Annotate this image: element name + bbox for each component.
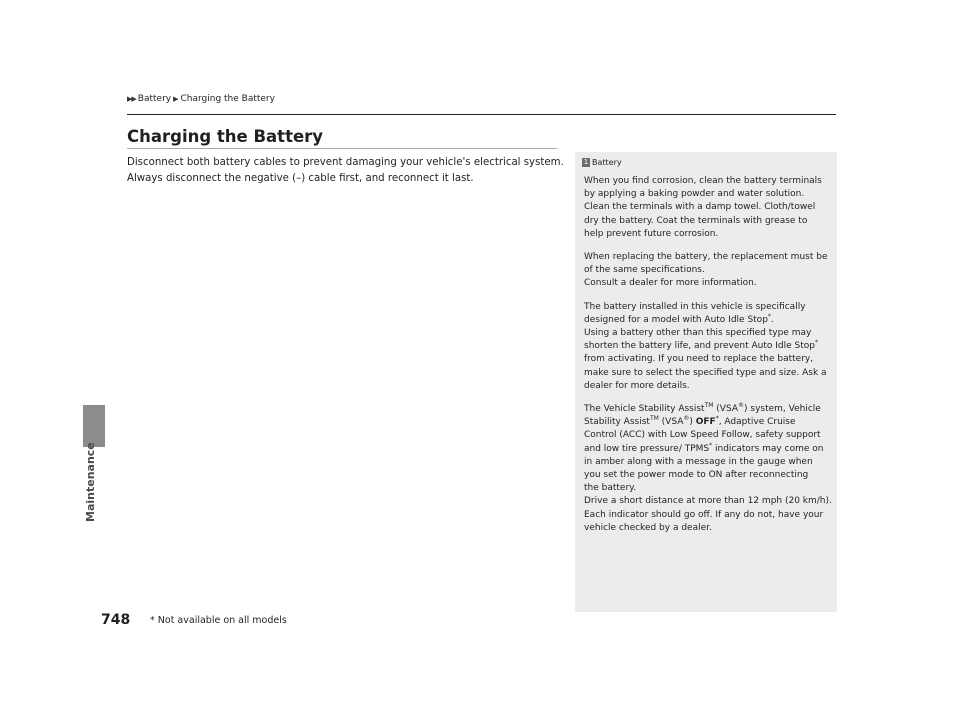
note-text: ) bbox=[689, 417, 696, 428]
asterisk-marker: * bbox=[815, 339, 818, 347]
body-text bbox=[127, 155, 567, 187]
note-line: make sure to select the specified type and size. Ask a bbox=[584, 367, 827, 378]
note-line bbox=[584, 340, 834, 353]
note-heading-label: Battery bbox=[592, 158, 622, 167]
note-text: shorten the battery life, and prevent Auto Idle Stop bbox=[584, 341, 815, 352]
registered-mark: ® bbox=[683, 415, 690, 423]
off-label: OFF bbox=[695, 417, 716, 428]
note-line: Each indicator should go off. If any do not, have your bbox=[584, 509, 824, 520]
footnote: * Not available on all models bbox=[150, 615, 287, 626]
note-body bbox=[584, 175, 834, 535]
note-line: Clean the terminals with a damp towel. Cloth/towel bbox=[584, 202, 816, 213]
page-number: 748 bbox=[101, 612, 131, 628]
note-text: The Vehicle Stability Assist bbox=[584, 404, 705, 415]
note-heading bbox=[582, 158, 622, 167]
note-text: . bbox=[770, 314, 774, 325]
body-line: Always disconnect the negative (–) cable first, and reconnect it last. bbox=[127, 173, 474, 184]
note-line: in amber along with a message in the gauge when bbox=[584, 456, 813, 467]
section-label: Maintenance bbox=[84, 442, 97, 522]
note-line bbox=[584, 314, 834, 327]
note-line: Drive a short distance at more than 12 mph (20 km/h). bbox=[584, 496, 832, 507]
registered-mark: ® bbox=[738, 402, 745, 410]
note-line: dry the battery. Coat the terminals with grease to bbox=[584, 215, 808, 226]
note-line: The battery installed in this vehicle is specifically bbox=[584, 301, 806, 312]
note-line bbox=[584, 403, 834, 416]
note-line: the battery. bbox=[584, 483, 637, 494]
section-tab-marker bbox=[83, 405, 105, 447]
asterisk-marker: * bbox=[767, 312, 771, 320]
note-line: help prevent future corrosion. bbox=[584, 228, 719, 239]
note-text: ) system, Vehicle bbox=[744, 404, 821, 415]
breadcrumb bbox=[127, 94, 275, 104]
trademark-mark: TM bbox=[649, 415, 659, 423]
breadcrumb-item-charging[interactable]: Charging the Battery bbox=[180, 94, 275, 104]
note-line: When replacing the battery, the replacement must be bbox=[584, 252, 828, 263]
page-title: Charging the Battery bbox=[127, 127, 324, 146]
asterisk-marker: * bbox=[715, 415, 719, 423]
note-number-badge: 1 bbox=[583, 158, 589, 166]
title-divider bbox=[127, 148, 557, 149]
note-text: indicators may come on bbox=[712, 443, 824, 454]
note-line: When you find corrosion, clean the battery terminals bbox=[584, 176, 822, 186]
breadcrumb-item-battery[interactable]: Battery bbox=[137, 94, 172, 104]
trademark-mark: TM bbox=[704, 402, 714, 410]
note-text: (VSA bbox=[658, 417, 684, 428]
note-line: dealer for more details. bbox=[584, 380, 690, 391]
note-line: vehicle checked by a dealer. bbox=[584, 522, 712, 533]
side-note-panel bbox=[575, 152, 837, 612]
note-text: designed for a model with Auto Idle Stop bbox=[584, 314, 768, 325]
note-text: , Adaptive Cruise bbox=[718, 417, 796, 428]
note-line bbox=[584, 416, 834, 429]
note-text: (VSA bbox=[713, 404, 739, 415]
header-divider bbox=[127, 114, 836, 115]
breadcrumb-arrow-icon: ▶ bbox=[173, 95, 179, 103]
note-line: you set the power mode to ON after reconnecting bbox=[584, 470, 809, 481]
note-line: of the same specifications. bbox=[584, 265, 705, 276]
breadcrumb-arrow-icon: ▶▶ bbox=[127, 95, 136, 103]
note-line: Consult a dealer for more information. bbox=[584, 278, 757, 289]
note-text: and low tire pressure/ TPMS bbox=[584, 443, 710, 454]
asterisk-marker: * bbox=[709, 441, 713, 449]
body-line: Disconnect both battery cables to prevent damaging your vehicle's electrical system. bbox=[127, 157, 564, 168]
note-text: Stability Assist bbox=[584, 417, 650, 428]
note-line: from activating. If you need to replace the battery, bbox=[584, 354, 814, 365]
note-line: by applying a baking powder and water solution. bbox=[584, 189, 805, 200]
note-line: Control (ACC) with Low Speed Follow, safety support bbox=[584, 430, 821, 441]
note-line: Using a battery other than this specified type may bbox=[584, 328, 812, 339]
note-line bbox=[584, 443, 834, 456]
